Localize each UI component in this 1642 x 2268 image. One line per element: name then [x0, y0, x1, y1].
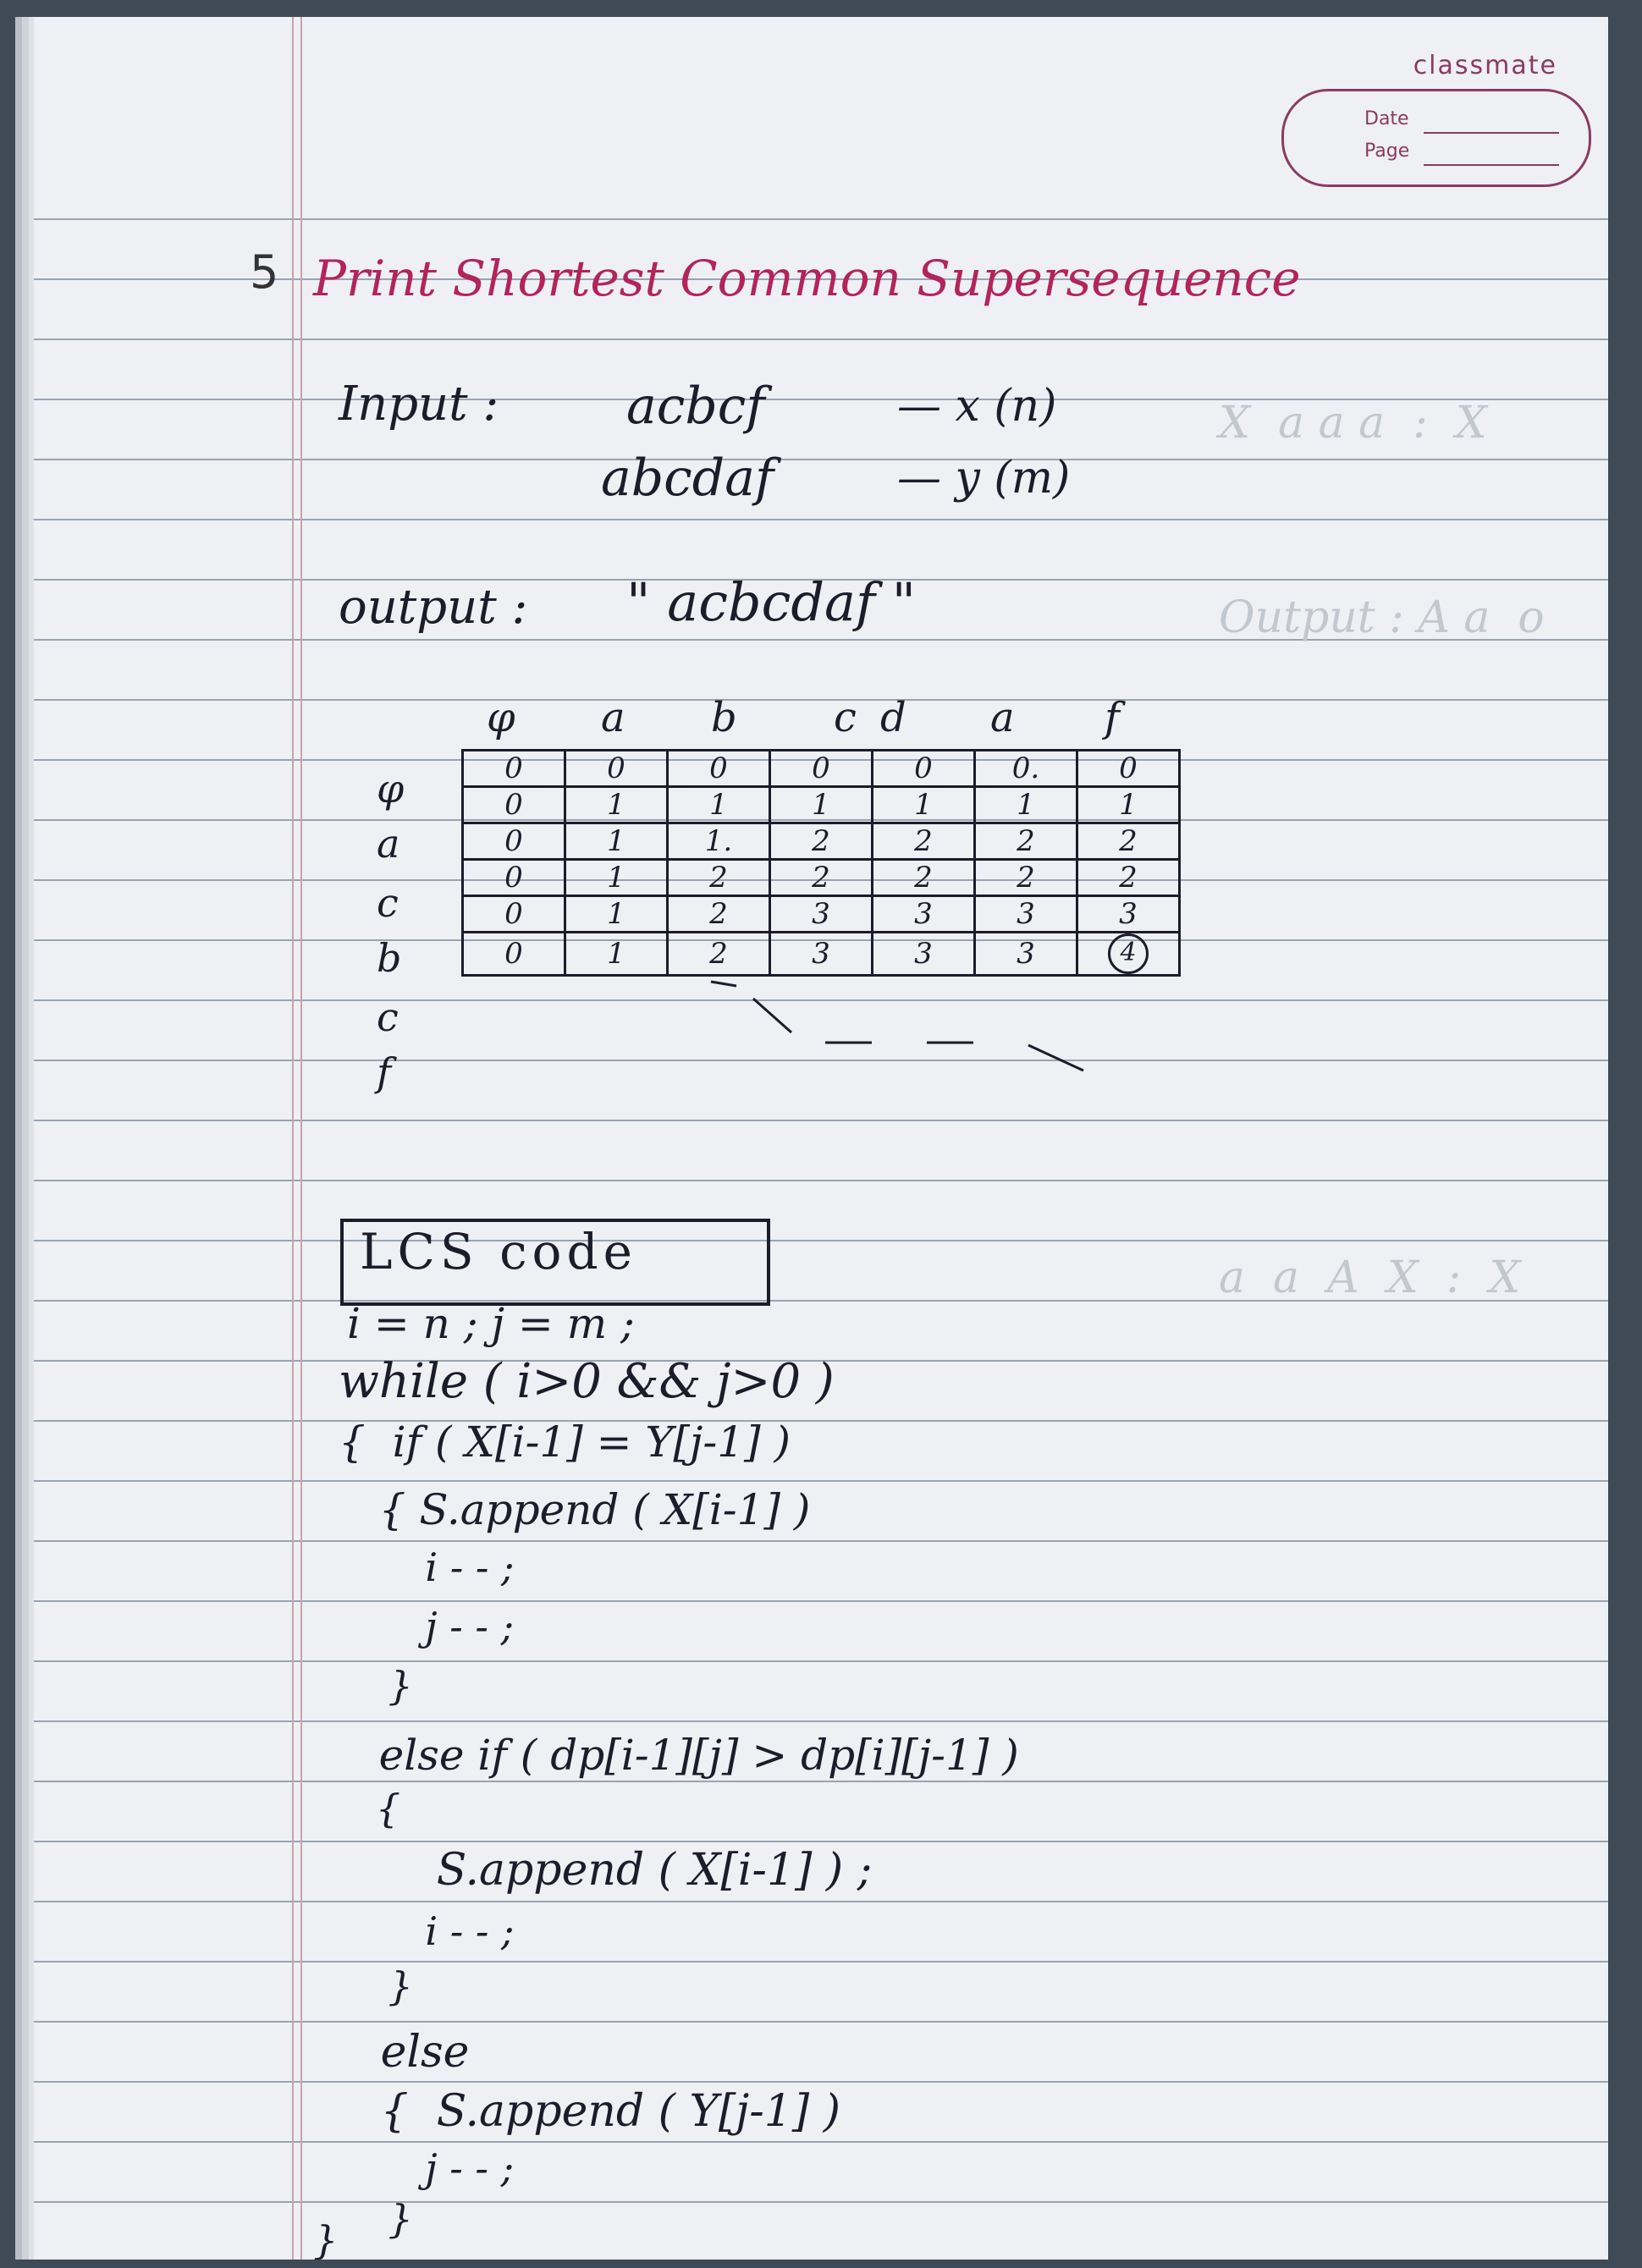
dp-cell: 2 — [1077, 860, 1180, 896]
arrow-diagonal — [1028, 1045, 1083, 1071]
code-line: } — [339, 2196, 413, 2242]
dp-cell: 2 — [873, 823, 975, 860]
dp-cell: 3 — [873, 933, 975, 976]
input-x-name: — x (n) — [897, 381, 1057, 432]
dp-col-header: d — [880, 694, 906, 741]
dp-cell: 0 — [1077, 751, 1180, 787]
traceback-arrows — [34, 17, 1608, 2260]
dp-cell: 3 — [770, 933, 873, 976]
dp-cell: 2 — [668, 896, 770, 933]
code-line: { S.append ( Y[j-1] ) — [339, 2086, 840, 2137]
dp-cell: 0 — [668, 751, 770, 787]
dp-col-header: c — [834, 694, 857, 741]
dp-col-header: b — [711, 694, 737, 741]
bleed-through-text: a a A X : X — [1219, 1252, 1521, 1303]
input-y-value: abcdaf — [601, 449, 774, 508]
dp-cell: 1 — [668, 787, 770, 823]
code-line: { if ( X[i-1] = Y[j-1] ) — [339, 1418, 791, 1467]
page-label: Page — [1364, 140, 1410, 162]
output-value: " acbcdaf " — [626, 571, 917, 633]
dp-row-header: c — [377, 994, 399, 1040]
dp-cell: 0 — [873, 751, 975, 787]
code-line: i = n ; j = m ; — [347, 1299, 635, 1348]
input-label: Input : — [339, 377, 499, 432]
dp-cell: 1 — [1077, 787, 1180, 823]
dp-row-header: c — [377, 880, 399, 926]
code-line: j - - ; — [339, 2145, 515, 2191]
dp-cell-circled: 4 — [1108, 933, 1149, 974]
code-line: { S.append ( X[i-1] ) — [339, 1485, 811, 1534]
dp-cell: 1. — [668, 823, 770, 860]
dp-cell: 0 — [463, 860, 565, 896]
code-line: j - - ; — [339, 1604, 515, 1649]
code-line: while ( i>0 && j>0 ) — [339, 1354, 835, 1409]
dp-row-header: a — [377, 821, 400, 867]
dp-cell: 3 — [975, 896, 1077, 933]
dp-row-header: φ — [377, 766, 405, 812]
dp-cell: 2 — [668, 933, 770, 976]
dp-cell: 3 — [1077, 896, 1180, 933]
code-line: { — [339, 1786, 401, 1831]
dp-cell: 2 — [1077, 823, 1180, 860]
dp-row-header: b — [377, 935, 402, 981]
page-title: Print Shortest Common Supersequence — [313, 250, 1301, 307]
dp-cell: 0 — [463, 896, 565, 933]
dp-col-header: f — [1105, 694, 1120, 741]
dp-cell: 1 — [565, 787, 668, 823]
dp-cell: 0 — [463, 751, 565, 787]
dp-cell: 1 — [975, 787, 1077, 823]
dp-cell: 2 — [975, 823, 1077, 860]
dp-cell: 0 — [770, 751, 873, 787]
code-line: S.append ( X[i-1] ) ; — [339, 1845, 873, 1896]
dp-cell: 1 — [873, 787, 975, 823]
dp-col-header: φ — [487, 694, 515, 741]
arrow-diagonal — [753, 999, 791, 1032]
code-line: i - - ; — [339, 1544, 515, 1590]
dp-cell: 2 — [770, 860, 873, 896]
dp-cell: 1 — [565, 933, 668, 976]
dp-cell: 2 — [668, 860, 770, 896]
code-line: i - - ; — [339, 1908, 515, 1954]
date-label: Date — [1364, 108, 1409, 129]
code-line: } — [313, 2217, 339, 2260]
brand-logo: classmate — [1413, 51, 1557, 80]
dp-cell: 0 — [463, 787, 565, 823]
dp-cell: 0 — [565, 751, 668, 787]
code-line: } — [339, 1663, 413, 1709]
dp-cell: 3 — [770, 896, 873, 933]
input-x-value: acbcf — [626, 377, 765, 436]
dp-cell: 0. — [975, 751, 1077, 787]
dp-cell: 0 — [463, 823, 565, 860]
dp-col-header: a — [990, 694, 1015, 741]
dp-row-header: f — [377, 1049, 392, 1095]
bleed-through-text: X a a a : X — [1219, 398, 1487, 449]
notebook-page — [34, 17, 1608, 2260]
dp-cell: 2 — [975, 860, 1077, 896]
dp-cell: 1 — [770, 787, 873, 823]
arrow-diagonal — [711, 982, 736, 986]
code-line: } — [339, 1963, 413, 2009]
lcs-code-heading: LCS code — [360, 1223, 637, 1280]
bleed-through-text: Output : A a o — [1219, 592, 1545, 643]
code-line: else if ( dp[i-1][j] > dp[i][j-1] ) — [339, 1731, 1019, 1780]
output-label: output : — [339, 580, 528, 635]
dp-cell: 1 — [565, 823, 668, 860]
problem-number: 5 — [250, 245, 279, 299]
dp-cell: 1 — [565, 896, 668, 933]
dp-cell: 3 — [975, 933, 1077, 976]
input-y-name: — y (m) — [897, 453, 1071, 504]
dp-col-header: a — [601, 694, 625, 741]
dp-cell: 2 — [770, 823, 873, 860]
code-line: else — [339, 2027, 470, 2078]
dp-cell: 3 — [873, 896, 975, 933]
dp-cell: 2 — [873, 860, 975, 896]
dp-cell: 1 — [565, 860, 668, 896]
dp-cell: 0 — [463, 933, 565, 976]
